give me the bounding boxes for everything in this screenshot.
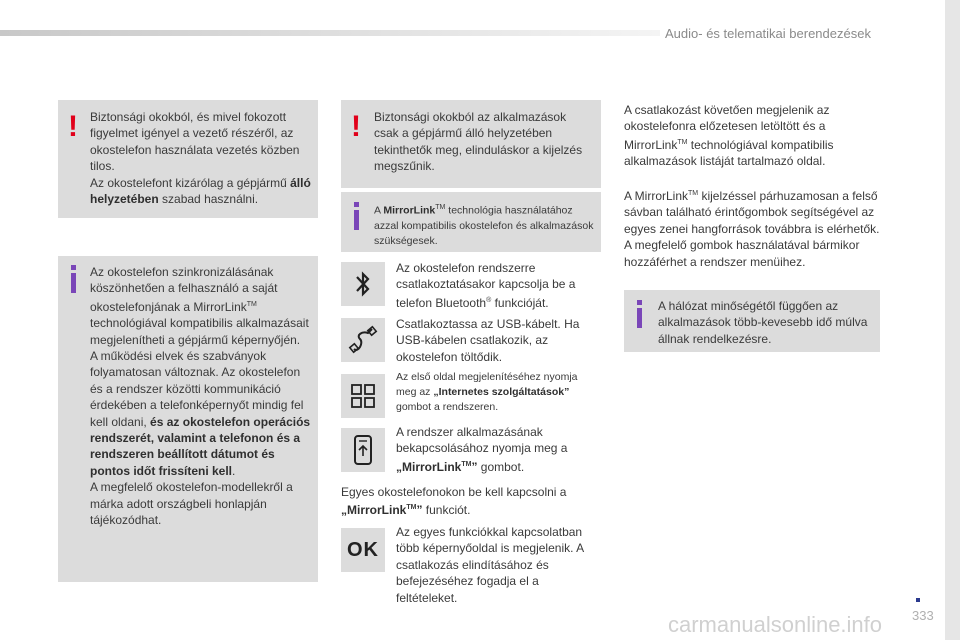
info-text-network: A hálózat minőségétől függően az alkalmazások több-kevesebb idő múlva állnak rendelkezésre. <box>658 299 868 346</box>
info-text-sync: Az okostelefon szinkronizálásának köszönhetően a felhasználó a saját okostelefonjának a MirrorLink™ technológiával kompatibilis alkalmazásait megjelenítheti a gépjármű képernyőjén. A működési elvek és szabványok folyamatosan változnak. Az okostelefon és a rendszer közötti kommunikáció érdekében a telefonképernyőt mindig fel kell oldani, és az okostelefon operációs rendszerét, valamint a telefonon és a rendszeren beállított dátumot és pontos időt frissíteni kell. A megfelelő okostelefon-modellekről a márka adott országbeli honlapján tájékozódhat. <box>90 265 311 528</box>
mirrorlink-phone-icon <box>341 428 385 472</box>
warning-text-apps: Biztonsági okokból az alkalmazások csak a gépjármű álló helyzetében tekinthetők meg, elinduláskor a kijelzés megszűnik. <box>374 110 583 174</box>
mirrorlink-note-text: Egyes okostelefonokon be kell kapcsolni a „MirrorLink™” funkciót. <box>341 485 567 518</box>
step-usb-text: Csatlakoztassa az USB-kábelt. Ha USB-kábelen csatlakozik, az okostelefon töltődik. <box>396 317 580 364</box>
step-mirrorlink-text: A rendszer alkalmazásának bekapcsolásához nyomja meg a „MirrorLink™” gombot. <box>396 425 568 474</box>
grid-apps-icon <box>341 374 385 418</box>
header-bar <box>0 30 660 36</box>
right-column-text: A csatlakozást követően megjelenik az okostelefonra előzetesen letöltött és a MirrorLink™ technológiával kompatibilis alkalmazások listáját tartalmazó oldal. A MirrorLink™ kijelzéssel párhuzamosan a felső sávban található érintőgombok segítségével az egyes zenei hangforrások továbbra is elérhetők. A megfelelő gombok használatával bármikor hozzáférhet a rendszer menüihez. <box>624 103 880 269</box>
info-text-mirrorlink: A MirrorLink™ technológia használatához azzal kompatibilis okostelefon és alkalmazások szükségesek. <box>374 204 594 247</box>
page-number: 333 <box>912 608 934 623</box>
step-bluetooth-text: Az okostelefon rendszerre csatlakoztatásakor kapcsolja be a telefon Bluetooth® funkcióját. <box>396 261 576 310</box>
watermark: carmanualsonline.info <box>668 612 883 637</box>
step-ok-text: Az egyes funkciókkal kapcsolatban több képernyőoldal is megjelenik. A csatlakozás elindításához és befejezéséhez fogadja el a feltételeket. <box>396 525 584 605</box>
page-edge-bar <box>945 0 960 640</box>
step-services-text: Az első oldal megjelenítéséhez nyomja meg az „Internetes szolgáltatások” gombot a rendszeren. <box>396 371 578 413</box>
warning-icon: ! <box>68 110 78 143</box>
ok-button-icon: OK <box>341 528 385 572</box>
page-title: Audio- és telematikai berendezések <box>665 26 871 41</box>
warning-text-driving: Biztonsági okokból, és mivel fokozott figyelmet igényel a vezető részéről, az okostelefon használata vezetés közben tilos. Az okostelefont kizárólag a gépjármű álló helyzetében szabad használni. <box>90 110 311 207</box>
page-marker <box>916 598 920 602</box>
warning-icon: ! <box>351 110 361 143</box>
usb-cable-icon <box>341 318 385 362</box>
bluetooth-icon <box>341 262 385 306</box>
